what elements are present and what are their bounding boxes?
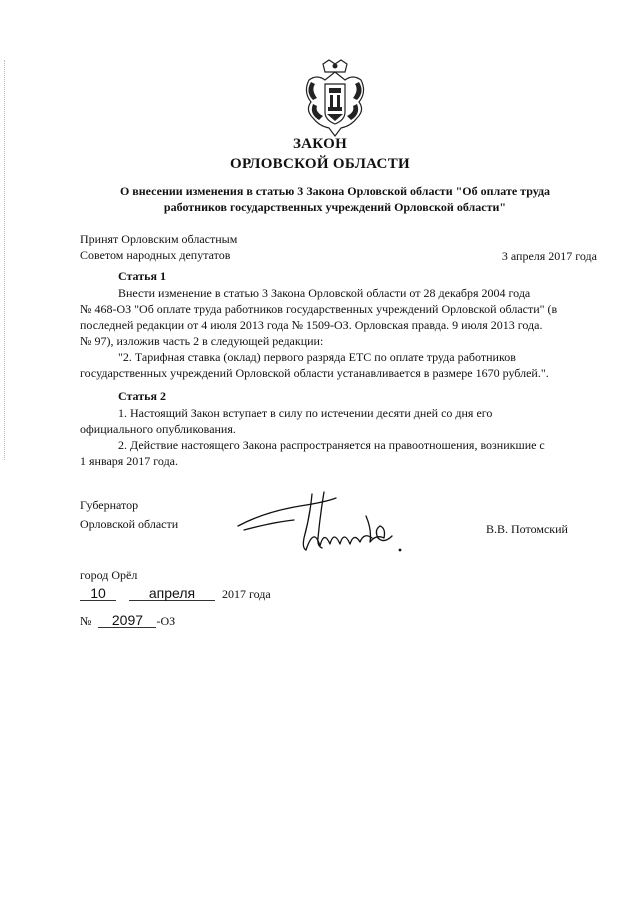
article-1-line: государственных учреждений Орловской области устанавливается в размере 1670 рублей.". xyxy=(80,366,549,380)
signing-month: апреля xyxy=(129,586,215,601)
law-region-title: ОРЛОВСКОЙ ОБЛАСТИ xyxy=(230,156,410,172)
law-subject-line: работников государственных учреждений Орловской области" xyxy=(163,200,507,214)
article-2-line: 1 января 2017 года. xyxy=(80,454,179,468)
article-2-body xyxy=(80,405,600,469)
adoption-date: 3 апреля 2017 года xyxy=(501,249,597,263)
article-2-line: 2. Действие настоящего Закона распространяется на правоотношения, возникшие с xyxy=(118,438,545,452)
signing-day: 10 xyxy=(80,586,116,601)
law-number-prefix: № xyxy=(80,614,92,628)
article-2-line: 1. Настоящий Закон вступает в силу по истечении десяти дней со дня его xyxy=(118,406,493,420)
signing-date xyxy=(80,586,271,602)
signatory-role xyxy=(80,496,178,534)
law-title: ЗАКОН xyxy=(292,136,348,152)
signing-year: 2017 года xyxy=(222,587,271,601)
article-2-line: официального опубликования. xyxy=(80,422,236,436)
coat-of-arms-icon xyxy=(301,58,369,140)
law-number-value: 2097 xyxy=(98,613,156,628)
handwritten-signature xyxy=(234,486,414,561)
signatory-role-line: Губернатор xyxy=(80,498,139,512)
article-2-title: Статья 2 xyxy=(118,389,166,403)
signatory-role-line: Орловской области xyxy=(80,517,179,531)
law-subject xyxy=(100,183,570,215)
scan-edge-dots xyxy=(4,60,7,460)
law-subject-line: О внесении изменения в статью 3 Закона Орловской области "Об оплате труда xyxy=(119,184,551,198)
article-1-body xyxy=(80,285,600,381)
adoption-line: Советом народных депутатов xyxy=(80,248,231,262)
adoption-line: Принят Орловским областным xyxy=(80,232,238,246)
article-1-line: "2. Тарифная ставка (оклад) первого разряда ЕТС по оплате труда работников xyxy=(118,350,516,364)
article-1-line: № 97), изложив часть 2 в следующей редакции: xyxy=(80,334,324,348)
article-1-line: Внести изменение в статью 3 Закона Орловской области от 28 декабря 2004 года xyxy=(118,286,531,300)
article-1-title: Статья 1 xyxy=(118,269,166,283)
article-1-line: последней редакции от 4 июля 2013 года № 1509-ОЗ. Орловская правда. 9 июля 2013 года. xyxy=(80,318,543,332)
law-number-suffix: -ОЗ xyxy=(156,614,176,628)
adoption-note xyxy=(80,231,237,263)
law-number xyxy=(80,613,175,629)
signing-city: город Орёл xyxy=(80,568,138,582)
signatory-name: В.В. Потомский xyxy=(486,522,568,536)
article-1-line: № 468-ОЗ "Об оплате труда работников государственных учреждений Орловской области" (в xyxy=(80,302,558,316)
